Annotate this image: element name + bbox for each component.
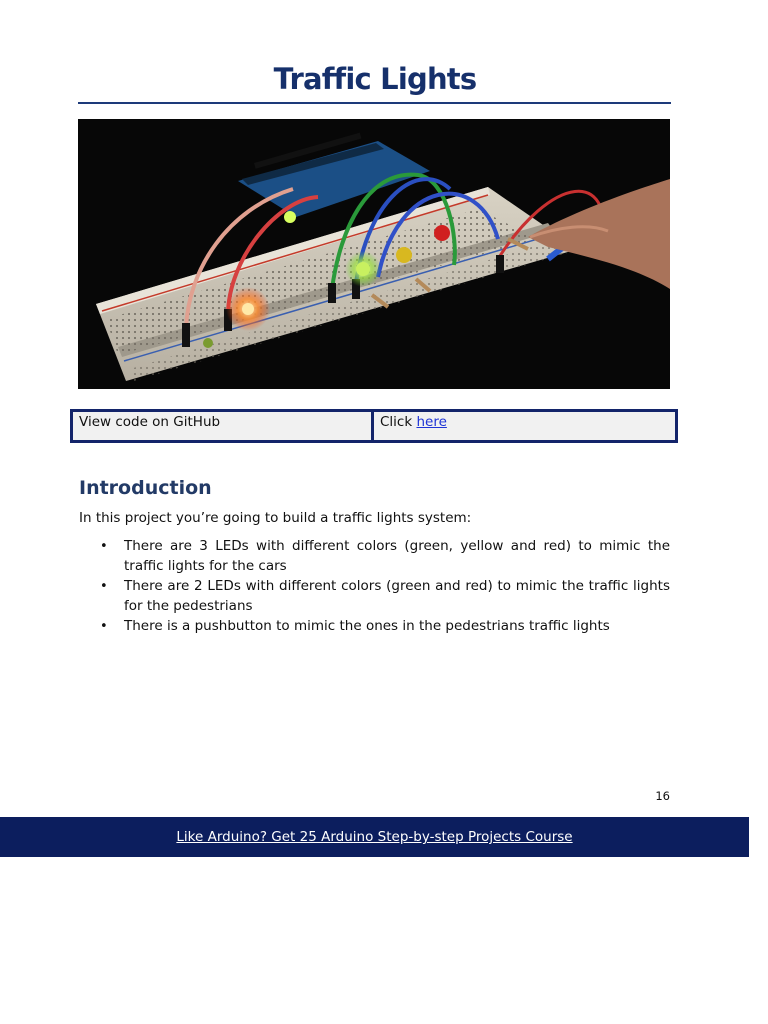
list-item: • There is a pushbutton to mimic the ones in the pedestrians traffic lights: [79, 617, 670, 637]
footer-banner: [0, 817, 749, 857]
click-prefix: Click: [380, 414, 417, 430]
intro-paragraph: In this project you’re going to build a traffic lights system:: [79, 510, 472, 526]
page-title: Traffic Lights: [273, 62, 477, 96]
github-label: View code on GitHub: [79, 414, 221, 430]
breadboard-photo: [78, 119, 670, 389]
feature-list: [79, 537, 670, 638]
list-item: • There are 3 LEDs with different colors (green, yellow and red) to mimic the traffic lights for the cars: [79, 537, 670, 576]
github-link-table: [70, 409, 678, 443]
title-divider: [78, 102, 671, 104]
section-heading: Introduction: [79, 477, 212, 499]
github-link-cell: [374, 412, 675, 440]
here-link[interactable]: here: [416, 414, 447, 430]
list-item: • There are 2 LEDs with different colors (green and red) to mimic the traffic lights for the pedestrians: [79, 577, 670, 616]
page-number: 16: [655, 789, 670, 803]
github-label-cell: [73, 412, 374, 440]
course-link[interactable]: Like Arduino? Get 25 Arduino Step-by-step Projects Course: [176, 829, 573, 845]
